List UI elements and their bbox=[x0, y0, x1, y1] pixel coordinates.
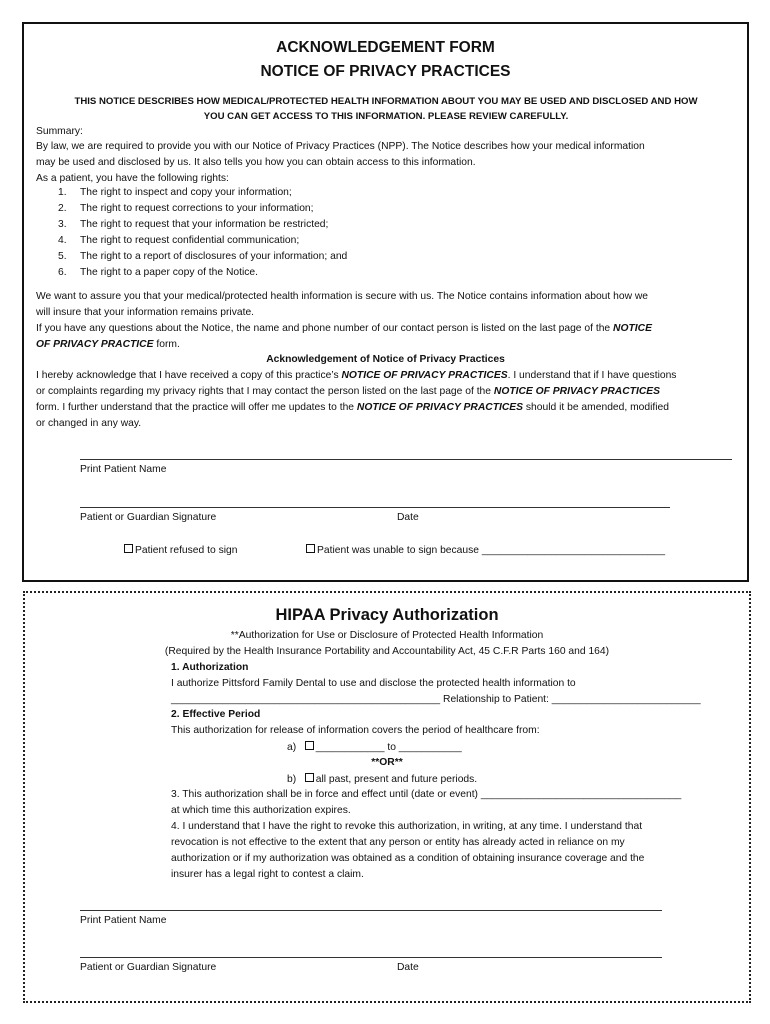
checkbox-icon[interactable] bbox=[305, 773, 314, 782]
signature-line[interactable] bbox=[80, 507, 670, 508]
expiration-field[interactable]: 3. This authorization shall be in force and effect until (date or event) ___________________________________ bbox=[171, 789, 682, 800]
ack-text: or complaints regarding my privacy rights that I may contact the person listed on the last page of the NOTICE OF PRIVACY PRACTICES bbox=[36, 386, 660, 397]
date-label: Date bbox=[397, 962, 419, 973]
date-label: Date bbox=[397, 512, 419, 523]
notice-line: YOU CAN GET ACCESS TO THIS INFORMATION. PLEASE REVIEW CAREFULLY. bbox=[203, 111, 569, 122]
checkbox-icon[interactable] bbox=[305, 741, 314, 750]
unable-option[interactable]: Patient was unable to sign because ________________________________ bbox=[306, 544, 665, 556]
option-a[interactable]: a) ____________ to ___________ bbox=[287, 742, 462, 753]
assurance-text: We want to assure you that your medical/protected health information is secure with us. The Notice contains information about how we bbox=[36, 291, 649, 302]
print-name-line[interactable] bbox=[80, 910, 662, 911]
contact-text: If you have any questions about the Notice, the name and phone number of our contact person is listed on the last page of the NOTICE bbox=[36, 323, 652, 334]
authorization-text: I authorize Pittsford Family Dental to use and disclose the protected health information to bbox=[171, 678, 576, 689]
form-subtitle: NOTICE OF PRIVACY PRACTICES bbox=[260, 63, 511, 80]
assurance-text: will insure that your information remains private. bbox=[36, 307, 255, 318]
summary-text: may be used and disclosed by us. It also tells you how you can obtain access to this information. bbox=[36, 157, 476, 168]
period-text: This authorization for release of information covers the period of healthcare from: bbox=[171, 725, 540, 736]
hipaa-subtitle: **Authorization for Use or Disclosure of Protected Health Information bbox=[230, 630, 544, 641]
hipaa-title: HIPAA Privacy Authorization bbox=[275, 606, 499, 624]
ack-text: I hereby acknowledge that I have received a copy of this practice’s NOTICE OF PRIVACY PRACTICES. I understand that if I have questions bbox=[36, 370, 677, 381]
summary-label: Summary: bbox=[36, 126, 83, 137]
summary-text: By law, we are required to provide you with our Notice of Privacy Practices (NPP). The Notice describes how your medical information bbox=[36, 141, 645, 152]
section-heading: 1. Authorization bbox=[171, 662, 249, 673]
signature-label: Patient or Guardian Signature bbox=[80, 512, 217, 523]
print-name-label: Print Patient Name bbox=[80, 464, 167, 475]
hipaa-legal-note: (Required by the Health Insurance Portability and Accountability Act, 45 C.F.R Parts 160 and 164) bbox=[164, 646, 610, 657]
rights-intro: As a patient, you have the following rights: bbox=[36, 173, 229, 184]
refused-option[interactable]: Patient refused to sign bbox=[124, 544, 237, 556]
signature-label: Patient or Guardian Signature bbox=[80, 962, 217, 973]
notice-line: THIS NOTICE DESCRIBES HOW MEDICAL/PROTECTED HEALTH INFORMATION ABOUT YOU MAY BE USED AND DISCLOSED AND HOW bbox=[74, 96, 698, 107]
recipient-field[interactable]: _______________________________________________ Relationship to Patient: __________________________ bbox=[171, 694, 701, 705]
revocation-text: insurer has a legal right to contest a claim. bbox=[171, 869, 364, 880]
ack-heading: Acknowledgement of Notice of Privacy Practices bbox=[266, 354, 505, 365]
or-separator: **OR** bbox=[371, 757, 403, 768]
revocation-text: authorization or if my authorization was obtained as a condition of obtaining insurance coverage and the bbox=[171, 853, 645, 864]
section-heading: 2. Effective Period bbox=[171, 709, 261, 720]
option-b[interactable]: b) all past, present and future periods. bbox=[287, 774, 478, 785]
signature-line[interactable] bbox=[80, 957, 662, 958]
print-name-label: Print Patient Name bbox=[80, 915, 167, 926]
form-title: ACKNOWLEDGEMENT FORM bbox=[276, 39, 495, 56]
print-name-line[interactable] bbox=[80, 459, 732, 460]
ack-text: or changed in any way. bbox=[36, 418, 142, 429]
ack-text: form. I further understand that the practice will offer me updates to the NOTICE OF PRIVACY PRACTICES should it be amended, modified bbox=[36, 402, 670, 413]
notice-statement bbox=[36, 94, 736, 124]
checkbox-icon[interactable] bbox=[306, 544, 315, 553]
revocation-text: 4. I understand that I have the right to revoke this authorization, in writing, at any time. I understand that bbox=[171, 821, 643, 832]
contact-text: OF PRIVACY PRACTICE form. bbox=[36, 339, 180, 350]
revocation-text: revocation is not effective to the extent that any person or entity has already acted in reliance on my bbox=[171, 837, 625, 848]
expiration-text: at which time this authorization expires. bbox=[171, 805, 351, 816]
hipaa-authorization bbox=[23, 591, 751, 1003]
acknowledgement-form: ACKNOWLEDGEMENT FORM NOTICE OF PRIVACY PRACTICES THIS NOTICE DESCRIBES HOW MEDICAL/PROTECTED HEALTH INFORMATION ABOUT YOU MAY BE USED AND DISCLOSED AND HOW YOU CAN GET ACCESS TO THIS INFORMATION. PLEASE REVIEW CAREFULLY. Summary: By law, we are required to provide you with our Notice of Privacy Practices (NPP). The Notice describes how your medical information may be used and disclosed by us. It also tells you how you can obtain access to this information. As a patient, you have the following rights: 1. The right to inspect and copy your information; 2. The right to request corrections to your information; 3. The right to request that your information be restricted; 4. The right to request confidential communication; 5. The right to a report of disclosures of your information; and 6. The right to a paper copy of the Notice. We want to assure you that your medical/protected health information is secure with us. The Notice contains information about how we will insure that your information remains private. If you have any questions about the Notice, the name and phone number of our contact person is listed on the last page of the NOTICE OF PRIVACY PRACTICE form. Acknowledgement of Notice of Privacy Practices I hereby acknowledge that I have received a copy of this practice’s NOTICE OF PRIVACY PRACTICES. I understand that if I have questions or complaints regarding my privacy rights that I may contact the person listed on the last page of the NOTICE OF PRIVACY PRACTICES form. I further understand that the practice will offer me updates to the NOTICE OF PRIVACY PRACTICES should it be amended, modified or changed in any way. Print Patient Name Patient or Guardian Signature Date Patient refused to sign Patient was unable to sign because ________________________________ bbox=[22, 22, 749, 582]
checkbox-icon[interactable] bbox=[124, 544, 133, 553]
